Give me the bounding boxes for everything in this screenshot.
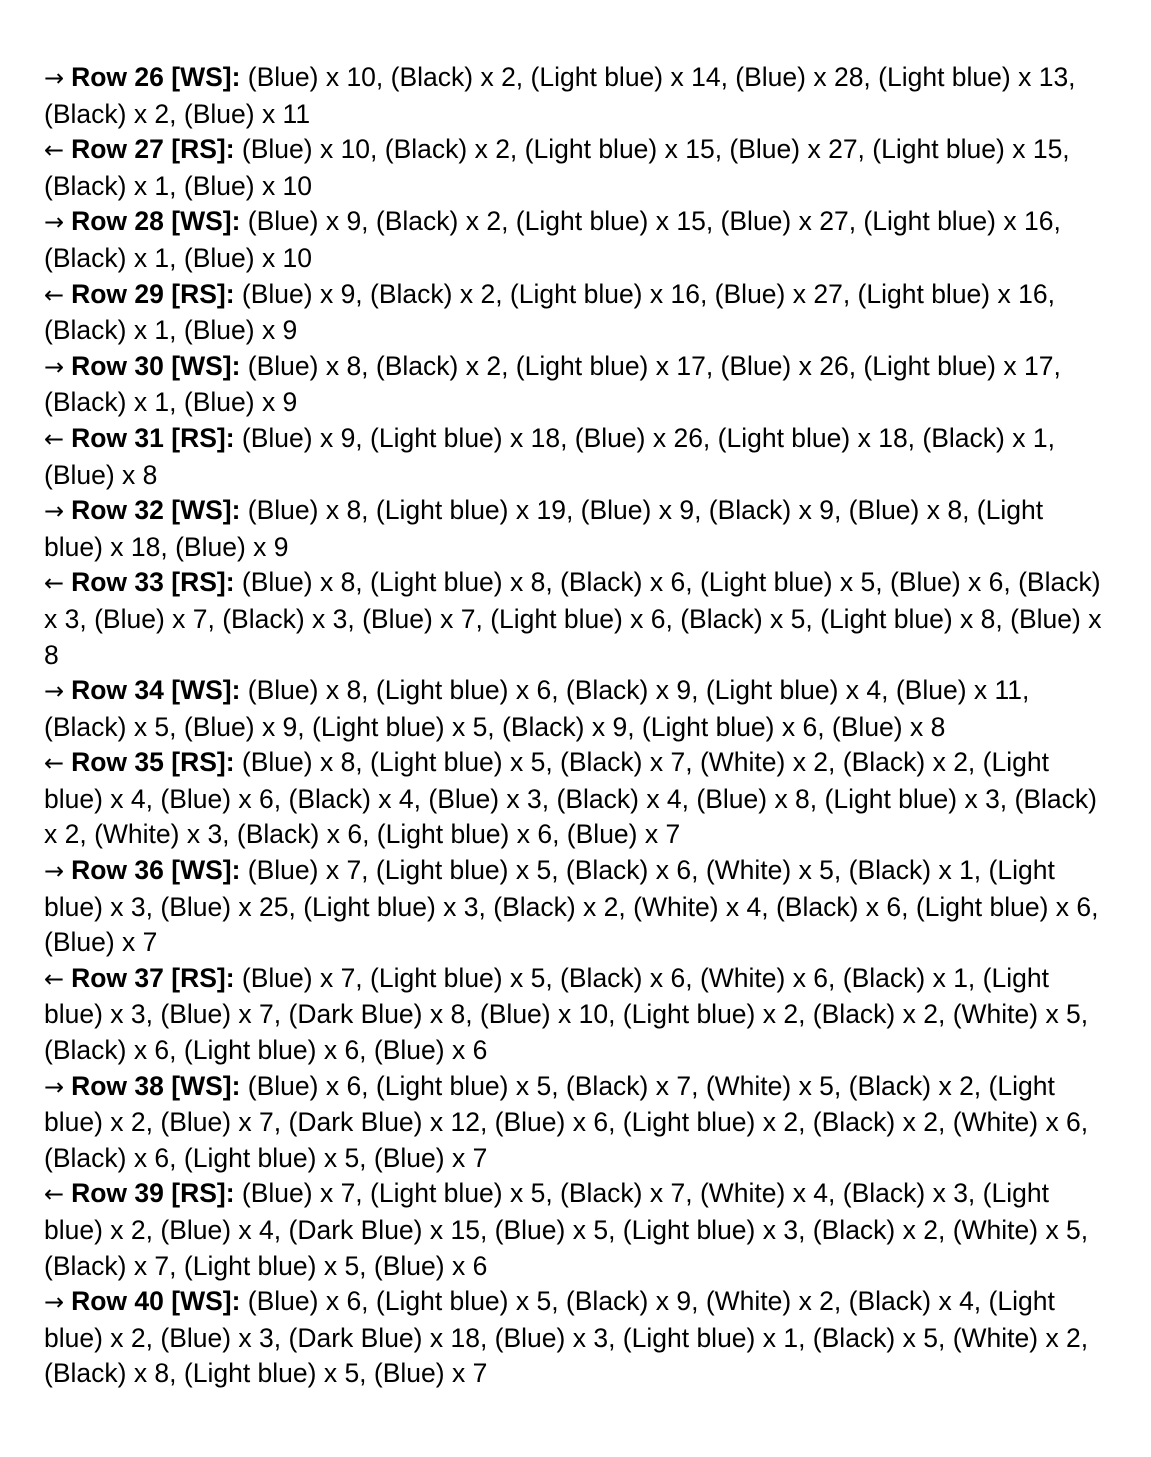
row-stitches: (Blue) x 9, (Black) x 2, (Light blue) x 15, (Blue) x 27, (Light blue) x 16, (Black) x 1, (Blue) x 10: [44, 206, 1061, 273]
row-stitches: (Blue) x 8, (Light blue) x 8, (Black) x 6, (Light blue) x 5, (Blue) x 6, (Black) x 3, (Blue) x 7, (Black) x 3, (Blue) x 7, (Light blue) x 6, (Black) x 5, (Light blue) x 8, (Blue) x 8: [44, 567, 1102, 670]
arrow-left-icon: ←: [44, 749, 65, 778]
arrow-right-icon: →: [44, 677, 65, 706]
row-label: Row 37 [RS]:: [71, 962, 235, 993]
row-label: Row 27 [RS]:: [71, 134, 235, 165]
row-stitches: (Blue) x 9, (Black) x 2, (Light blue) x 16, (Blue) x 27, (Light blue) x 16, (Black) x 1, (Blue) x 9: [44, 278, 1055, 346]
row-stitches: (Blue) x 8, (Light blue) x 6, (Black) x 9, (Light blue) x 4, (Blue) x 11, (Black) x 5, (Blue) x 9, (Light blue) x 5, (Black) x 9, (Light blue) x 6, (Blue) x 8: [44, 675, 1030, 742]
arrow-right-icon: →: [44, 497, 65, 526]
row-stitches: (Blue) x 10, (Black) x 2, (Light blue) x 15, (Blue) x 27, (Light blue) x 15, (Black) x 1, (Blue) x 10: [44, 134, 1070, 201]
pattern-row-39: [44, 1176, 1108, 1284]
arrow-left-icon: ←: [44, 1180, 65, 1209]
row-label: Row 34 [WS]:: [71, 675, 241, 706]
arrow-left-icon: ←: [44, 569, 65, 598]
pattern-row-37: [44, 961, 1108, 1069]
arrow-right-icon: →: [44, 857, 65, 886]
row-stitches: (Blue) x 7, (Light blue) x 5, (Black) x 6, (White) x 5, (Black) x 1, (Light blue) x 3, (Blue) x 25, (Light blue) x 3, (Black) x 2, (White) x 4, (Black) x 6, (Light blue) x 6, (Blue) x 7: [44, 855, 1099, 958]
pattern-row-35: [44, 745, 1108, 853]
arrow-right-icon: →: [44, 64, 65, 92]
pattern-row-40: [44, 1284, 1108, 1392]
row-label: Row 33 [RS]:: [71, 567, 235, 598]
pattern-row-36: [44, 853, 1108, 961]
pattern-row-34: [44, 673, 1108, 745]
pattern-row-30: [44, 349, 1108, 421]
pattern-row-32: [44, 493, 1108, 565]
row-label: Row 36 [WS]:: [71, 855, 241, 886]
row-stitches: (Blue) x 7, (Light blue) x 5, (Black) x 7, (White) x 4, (Black) x 3, (Light blue) x 2, (Blue) x 4, (Dark Blue) x 15, (Blue) x 5, (Light blue) x 3, (Black) x 2, (White) x 5, (Black) x 7, (Light blue) x 5, (Blue) x 6: [44, 1178, 1089, 1281]
row-stitches: (Blue) x 6, (Light blue) x 5, (Black) x 7, (White) x 5, (Black) x 2, (Light blue) x 2, (Blue) x 7, (Dark Blue) x 12, (Blue) x 6, (Light blue) x 2, (Black) x 2, (White) x 6, (Black) x 6, (Light blue) x 5, (Blue) x 7: [44, 1070, 1089, 1173]
row-label: Row 39 [RS]:: [71, 1178, 235, 1209]
row-label: Row 38 [WS]:: [71, 1070, 241, 1101]
row-label: Row 26 [WS]:: [71, 62, 241, 92]
pattern-row-31: [44, 421, 1108, 493]
row-stitches: (Blue) x 8, (Light blue) x 19, (Blue) x 9, (Black) x 9, (Blue) x 8, (Light blue) x 18, (Blue) x 9: [44, 495, 1044, 562]
arrow-right-icon: →: [44, 208, 65, 237]
pattern-row-27: [44, 132, 1108, 204]
arrow-right-icon: →: [44, 1072, 65, 1101]
row-stitches: (Blue) x 9, (Light blue) x 18, (Blue) x 26, (Light blue) x 18, (Black) x 1, (Blue) x 8: [44, 422, 1055, 490]
pattern-row-38: [44, 1069, 1108, 1177]
row-label: Row 30 [WS]:: [71, 350, 241, 381]
row-stitches: (Blue) x 10, (Black) x 2, (Light blue) x 14, (Blue) x 28, (Light blue) x 13, (Black) x 2, (Blue) x 11: [44, 62, 1076, 129]
pattern-row-26: [44, 60, 1108, 132]
pattern-instructions: [44, 60, 1108, 1392]
row-label: Row 31 [RS]:: [71, 422, 235, 453]
row-label: Row 40 [WS]:: [71, 1286, 241, 1317]
arrow-left-icon: ←: [44, 964, 65, 993]
pattern-row-33: [44, 565, 1108, 673]
row-label: Row 29 [RS]:: [71, 278, 235, 309]
arrow-right-icon: →: [44, 1288, 65, 1317]
row-label: Row 35 [RS]:: [71, 747, 235, 778]
pattern-row-29: [44, 277, 1108, 349]
arrow-left-icon: ←: [44, 136, 65, 165]
row-label: Row 28 [WS]:: [71, 206, 241, 237]
arrow-right-icon: →: [44, 352, 65, 381]
arrow-left-icon: ←: [44, 424, 65, 453]
arrow-left-icon: ←: [44, 280, 65, 309]
pattern-row-28: [44, 204, 1108, 276]
row-label: Row 32 [WS]:: [71, 495, 241, 526]
row-stitches: (Blue) x 8, (Light blue) x 5, (Black) x 7, (White) x 2, (Black) x 2, (Light blue) x 4, (Blue) x 6, (Black) x 4, (Blue) x 3, (Black) x 4, (Blue) x 8, (Light blue) x 3, (Black) x 2, (White) x 3, (Black) x 6, (Light blue) x 6, (Blue) x 7: [44, 747, 1097, 850]
row-stitches: (Blue) x 7, (Light blue) x 5, (Black) x 6, (White) x 6, (Black) x 1, (Light blue) x 3, (Blue) x 7, (Dark Blue) x 8, (Blue) x 10, (Light blue) x 2, (Black) x 2, (White) x 5, (Black) x 6, (Light blue) x 6, (Blue) x 6: [44, 962, 1089, 1066]
row-stitches: (Blue) x 8, (Black) x 2, (Light blue) x 17, (Blue) x 26, (Light blue) x 17, (Black) x 1, (Blue) x 9: [44, 350, 1061, 418]
row-stitches: (Blue) x 6, (Light blue) x 5, (Black) x 9, (White) x 2, (Black) x 4, (Light blue) x 2, (Blue) x 3, (Dark Blue) x 18, (Blue) x 3, (Light blue) x 1, (Black) x 5, (White) x 2, (Black) x 8, (Light blue) x 5, (Blue) x 7: [44, 1286, 1089, 1389]
